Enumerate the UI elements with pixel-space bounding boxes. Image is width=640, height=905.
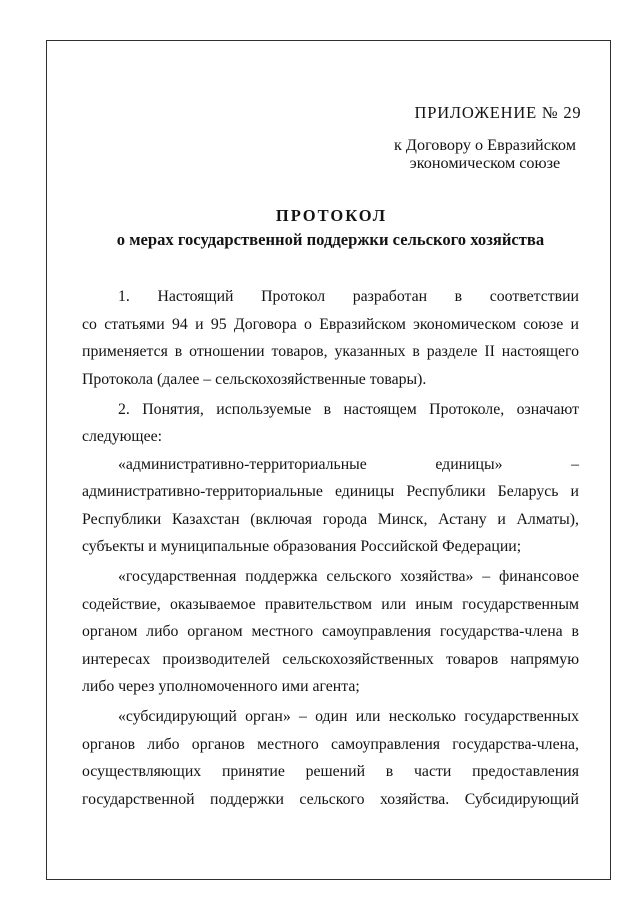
appendix-reference-line: экономическом союзе (409, 154, 561, 172)
paragraph-2-definitions-intro (82, 396, 579, 451)
definition-state-support (82, 563, 579, 701)
text-line: административно-территориальные единицы Республики Беларусь и (82, 483, 579, 500)
text-line: субъекты и муниципальные образования Российской Федерации; (82, 538, 522, 555)
text-line: «субсидирующий орган» – один или несколько государственных (118, 708, 579, 725)
text-line: органом либо органом местного самоуправления государства-члена в (82, 623, 579, 640)
text-line: «административно-территориальные единицы» – (118, 455, 579, 473)
text-line: Протокола (далее – сельскохозяйственные товары). (82, 370, 427, 388)
text-line: Республики Казахстан (включая города Минск, Астану и Алматы), (82, 510, 579, 528)
definition-administrative-units (82, 451, 579, 561)
text-line: органов либо органов местного самоуправления государства-члена, (82, 735, 579, 753)
appendix-reference-line: к Договору о Евразийском (394, 136, 576, 154)
appendix-label: ПРИЛОЖЕНИЕ № 29 (414, 103, 582, 122)
appendix-header (380, 102, 590, 172)
definition-subsidizing-body (82, 703, 579, 813)
text-line: «государственная поддержка сельского хозяйства» – финансовое (118, 568, 579, 585)
text-line: применяется в отношении товаров, указанных в разделе II настоящего (82, 343, 579, 360)
protocol-body (82, 283, 579, 813)
text-line: 1. Настоящий Протокол разработан в соответствии (118, 288, 579, 305)
text-line: следующее: (82, 428, 163, 445)
text-line: со статьями 94 и 95 Договора о Евразийском экономическом союзе и (82, 315, 579, 333)
paragraph-1-intro (82, 283, 579, 393)
document-title: ПРОТОКОЛ (275, 206, 388, 225)
text-line: содействие, оказываемое правительством или иным государственным (82, 595, 579, 613)
text-line: 2. Понятия, используемые в настоящем Протоколе, означают (118, 400, 579, 418)
text-line: интересах производителей сельскохозяйственных товаров напрямую (82, 650, 579, 668)
document-subtitle: о мерах государственной поддержки сельского хозяйства (116, 230, 545, 249)
text-line: осуществляющих принятие решений в части предоставления (82, 763, 579, 780)
text-line: либо через уполномоченного ими агента; (82, 678, 360, 695)
appendix-reference (380, 136, 590, 172)
text-line: государственной поддержки сельского хозяйства. Субсидирующий (82, 790, 579, 808)
